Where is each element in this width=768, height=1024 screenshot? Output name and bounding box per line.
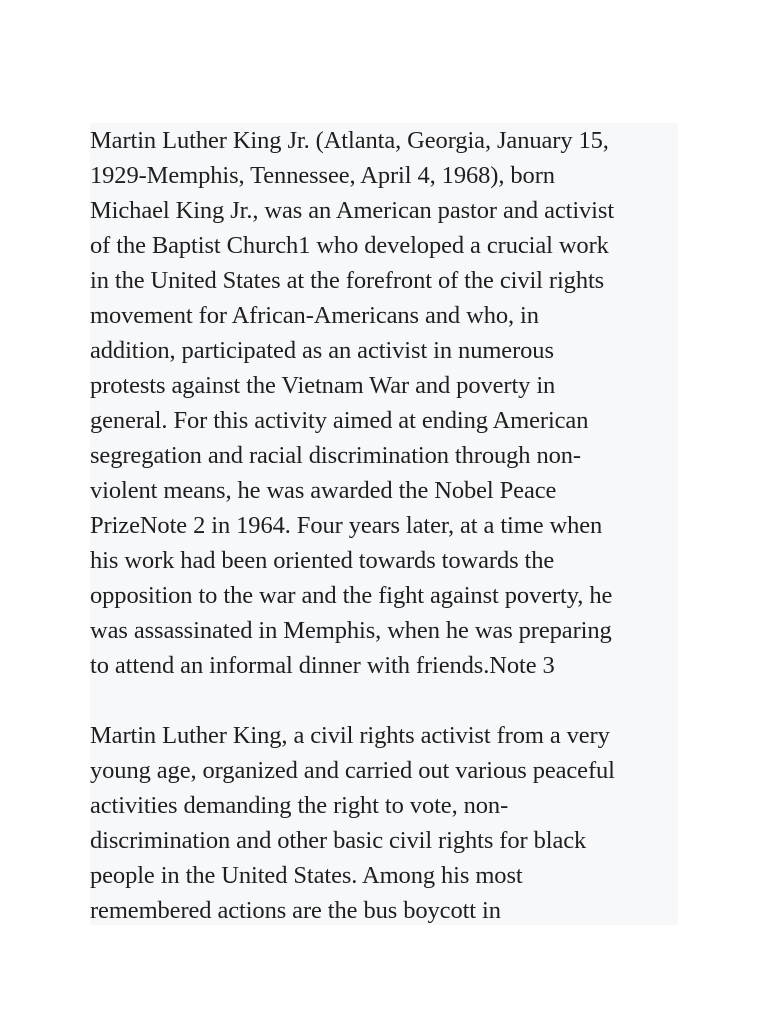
paragraph-1-line-8: protests against the Vietnam War and poverty in	[90, 372, 556, 399]
paragraph-1-line-11: violent means, he was awarded the Nobel Peace	[90, 477, 557, 504]
paragraph-1-line-15: was assassinated in Memphis, when he was preparing	[90, 617, 612, 644]
paragraph-1-line-14: opposition to the war and the fight against poverty, he	[90, 582, 613, 609]
paragraph-1-line-10: segregation and racial discrimination through non-	[90, 442, 581, 469]
paragraph-1-line-4: of the Baptist Church1 who developed a crucial work	[90, 232, 609, 259]
paragraph-1-line-1: Martin Luther King Jr. (Atlanta, Georgia, January 15,	[90, 127, 609, 154]
paragraph-1-line-2: 1929-Memphis, Tennessee, April 4, 1968), born	[90, 162, 555, 189]
paragraph-1-line-5: in the United States at the forefront of the civil rights	[90, 267, 605, 294]
paragraph-1-line-16: to attend an informal dinner with friends.Note 3	[90, 652, 555, 679]
paragraph-1-line-12: PrizeNote 2 in 1964. Four years later, at a time when	[90, 512, 603, 539]
paragraph-1-line-13: his work had been oriented towards towards the	[90, 547, 555, 574]
paragraph-1-line-6: movement for African-Americans and who, in	[90, 302, 539, 329]
paragraph-1-line-3: Michael King Jr., was an American pastor and activist	[90, 197, 615, 224]
paragraph-1-line-9: general. For this activity aimed at ending American	[90, 407, 589, 434]
document-text-block	[90, 123, 678, 925]
paragraph-2-line-2: young age, organized and carried out various peaceful	[90, 757, 615, 784]
paragraph-2-line-6: remembered actions are the bus boycott in	[90, 897, 501, 924]
paragraph-2-line-5: people in the United States. Among his most	[90, 862, 523, 889]
paragraph-1-line-7: addition, participated as an activist in numerous	[90, 337, 554, 364]
paragraph-2-line-4: discrimination and other basic civil rights for black	[90, 827, 587, 854]
paragraph-2-line-3: activities demanding the right to vote, non-	[90, 792, 509, 819]
paragraph-2-line-1: Martin Luther King, a civil rights activist from a very	[90, 722, 610, 749]
